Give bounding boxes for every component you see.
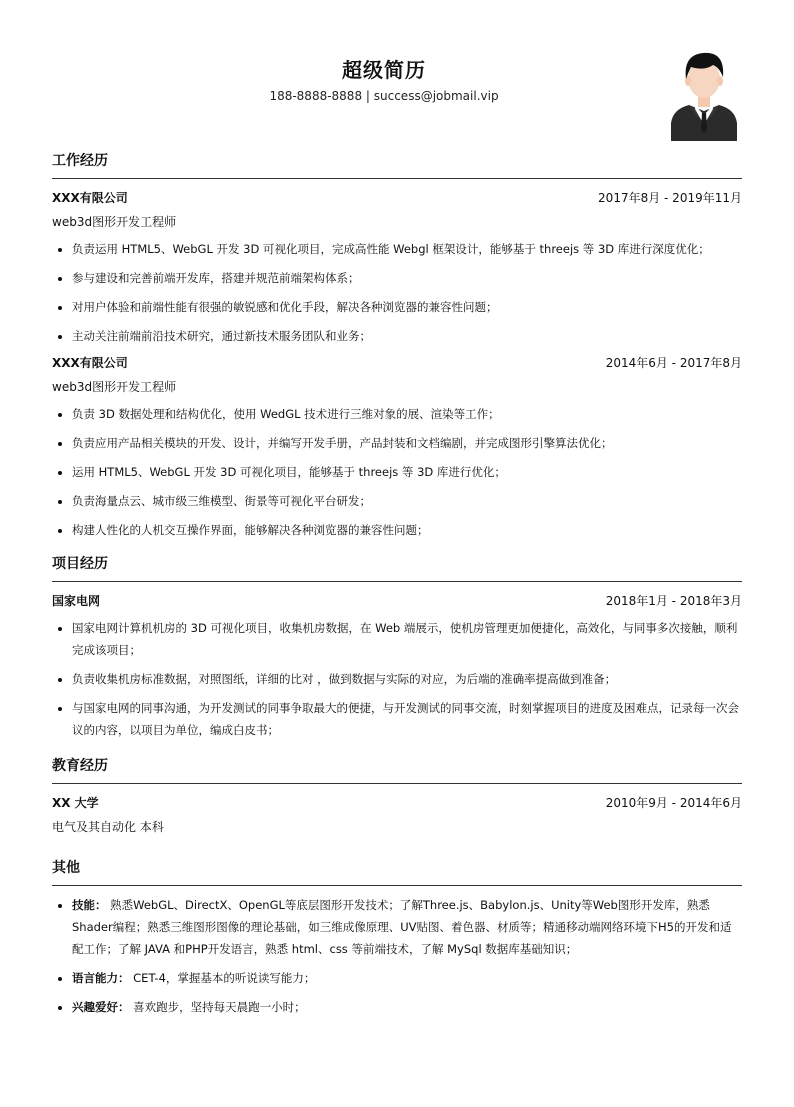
education-section-title: 教育经历 — [52, 755, 742, 784]
other-section-title: 其他 — [52, 857, 742, 886]
skills-label: 技能： — [72, 898, 107, 912]
list-item: • 国家电网计算机机房的 3D 可视化项目，收集机房数据，在 Web 端展示，使机房管理更加便捷化，高效化，与同事多次接触，顺利完成该项目； — [72, 617, 742, 661]
hobby-item — [72, 996, 742, 1018]
resume-header — [52, 0, 742, 150]
language-text: CET-4，掌握基本的听说读写能力； — [133, 971, 316, 985]
resume-page — [52, 0, 742, 1025]
hobby-text: 喜欢跑步，坚持每天晨跑一小时； — [133, 1000, 306, 1014]
other-section — [52, 857, 742, 1018]
list-item: • 参与建设和完善前端开发库，搭建并规范前端架构体系； — [72, 267, 742, 289]
project-name: 国家电网 — [52, 594, 101, 608]
contact-info: 188-8888-8888 | success@jobmail.vip — [269, 89, 499, 103]
project-duties — [52, 617, 742, 741]
projects-section-title: 项目经历 — [52, 553, 742, 582]
avatar — [669, 45, 739, 141]
list-item: • 主动关注前端前沿技术研究，通过新技术服务团队和业务； — [72, 325, 742, 347]
project-period: 2018年1月 - 2018年3月 — [605, 594, 742, 608]
resume-name: 超级简历 — [342, 58, 426, 82]
job-entry — [52, 189, 742, 347]
list-item: • 负责 3D 数据处理和结构优化，使用 WedGL 技术进行三维对象的展、渲染等工作； — [72, 403, 742, 425]
list-item: • 负责海量点云、城市级三维模型、街景等可视化平台研发； — [72, 490, 742, 512]
job-duties — [52, 403, 742, 541]
skills-text: 熟悉WebGL、DirectX、OpenGL等底层图形开发技术；了解Three.js、Babylon.js、Unity等Web图形开发库，熟悉Shader编程；熟悉三维图形图像的理论基础，如三维成像原理、UV贴图、着色器、材质等；精通移动端网络环境下H5的开发和适配工作；了解 JAVA 和PHP开发语言，熟悉 html、css 等前端技术，了解 MySql 数据库基础知识； — [72, 898, 732, 956]
job-period: 2017年8月 - 2019年11月 — [598, 191, 742, 205]
list-item: • 负责收集机房标准数据，对照图纸，详细的比对 ，做到数据与实际的对应，为后端的准确率提高做到准备； — [72, 668, 742, 690]
projects-section — [52, 553, 742, 741]
list-item: • 构建人性化的人机交互操作界面，能够解决各种浏览器的兼容性问题； — [72, 519, 742, 541]
work-section-title: 工作经历 — [52, 150, 742, 179]
education-section — [52, 755, 742, 835]
list-item: • 对用户体验和前端性能有很强的敏锐感和优化手段，解决各种浏览器的兼容性问题； — [72, 296, 742, 318]
education-major: 电气及其自动化 本科 — [52, 820, 164, 834]
language-label: 语言能力： — [72, 971, 130, 985]
list-item: • 负责运用 HTML5、WebGL 开发 3D 可视化项目，完成高性能 Webgl 框架设计，能够基于 threejs 等 3D 库进行深度优化； — [72, 238, 742, 260]
list-item: • 负责应用产品相关模块的开发、设计，并编写开发手册，产品封装和文档编剧，并完成图形引擎算法优化； — [72, 432, 742, 454]
language-item — [72, 967, 742, 989]
project-entry — [52, 592, 742, 741]
job-role: web3d图形开发工程师 — [52, 380, 177, 394]
education-period: 2010年9月 - 2014年6月 — [605, 796, 742, 810]
hobby-label: 兴趣爱好： — [72, 1000, 130, 1014]
job-duties — [52, 238, 742, 347]
company-name: XXX有限公司 — [52, 356, 128, 370]
list-item: • 与国家电网的同事沟通，为开发测试的同事争取最大的便捷，与开发测试的同事交流，时刻掌握项目的进度及困难点，记录每一次会议的内容，以项目为单位，编成白皮书； — [72, 697, 742, 741]
school-name: XX 大学 — [52, 796, 99, 810]
work-section — [52, 150, 742, 541]
company-name: XXX有限公司 — [52, 191, 128, 205]
job-role: web3d图形开发工程师 — [52, 215, 177, 229]
list-item: • 运用 HTML5、WebGL 开发 3D 可视化项目，能够基于 threejs 等 3D 库进行优化； — [72, 461, 742, 483]
other-list — [52, 894, 742, 1018]
skills-item — [72, 894, 742, 960]
job-entry — [52, 354, 742, 541]
job-period: 2014年6月 - 2017年8月 — [605, 356, 742, 370]
